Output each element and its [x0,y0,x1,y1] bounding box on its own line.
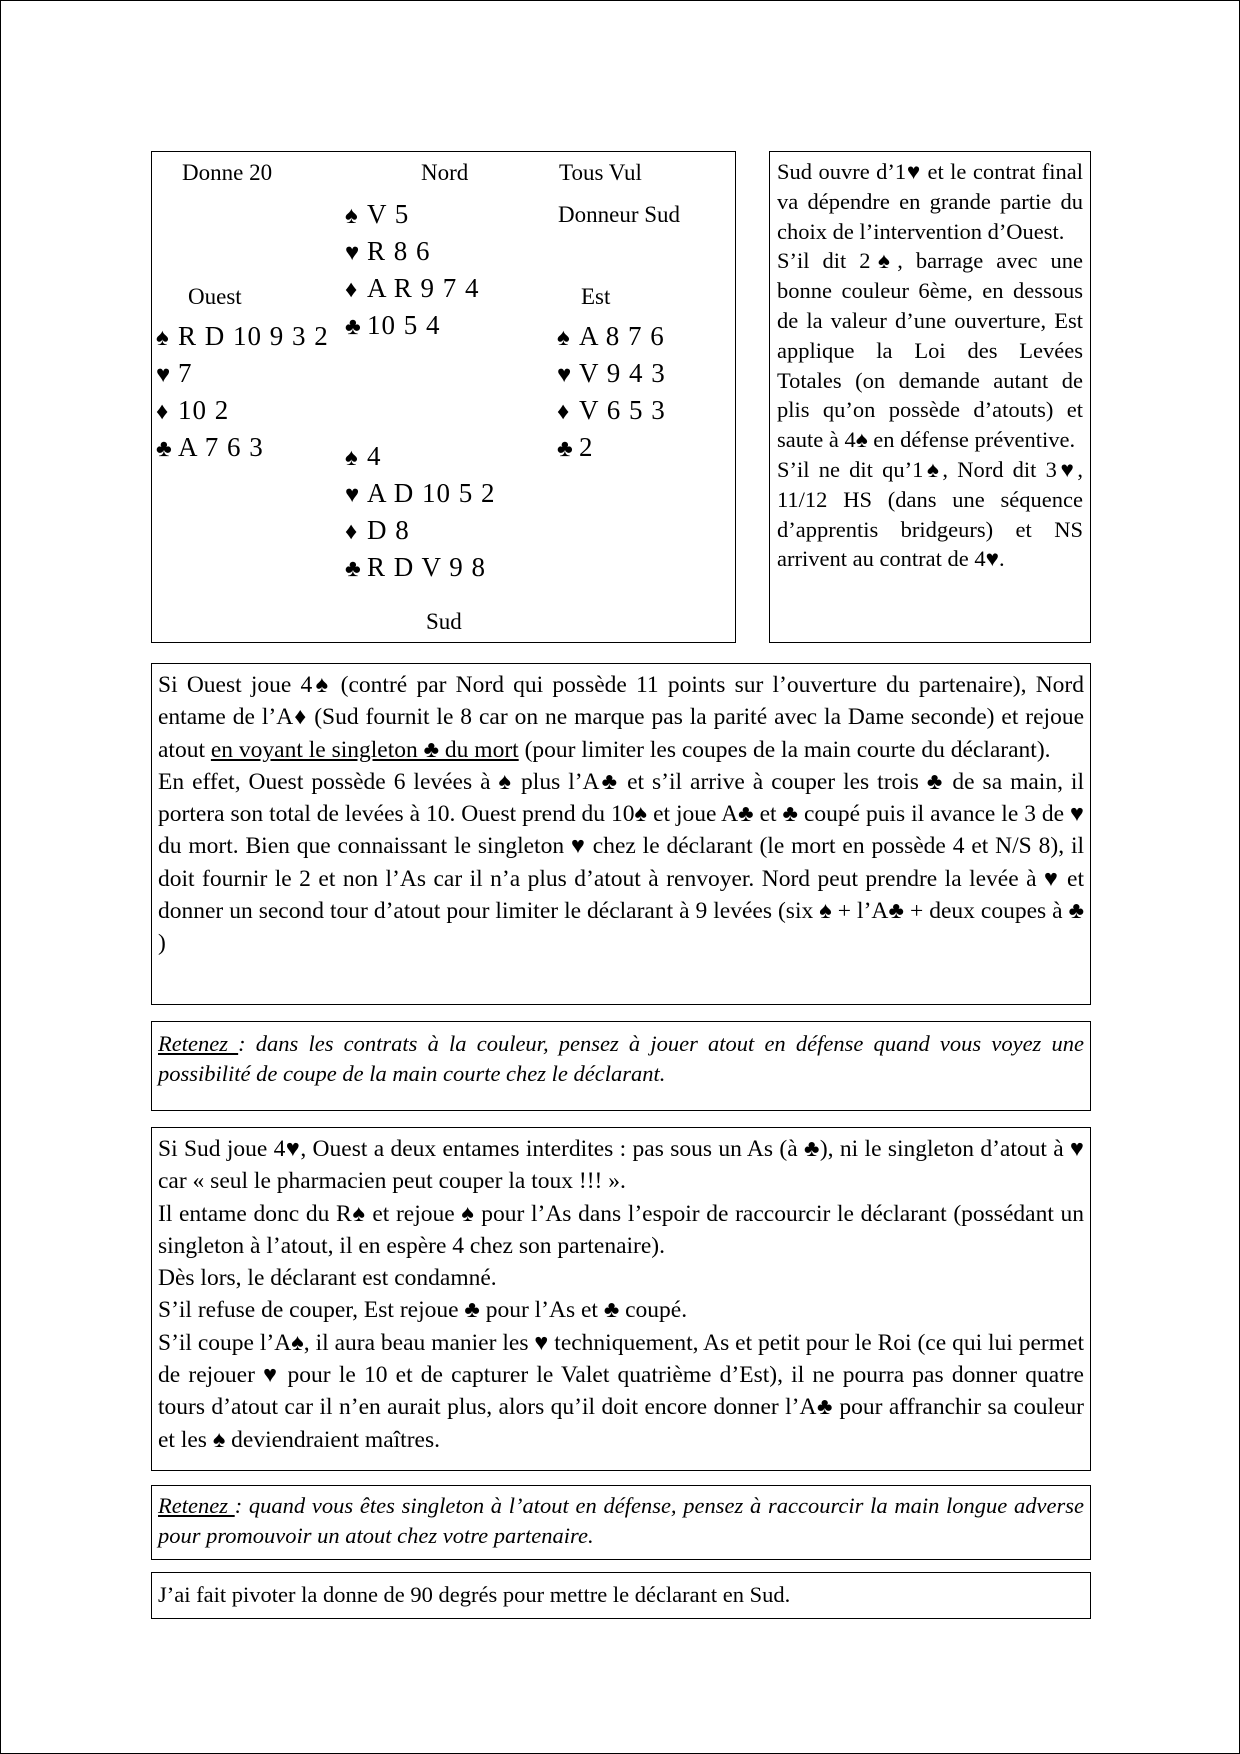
diamond-icon: ♦ [345,519,358,545]
diamond-icon: ♦ [345,277,358,303]
analysis-paragraph: Dès lors, le déclarant est condamné. [158,1265,497,1292]
north-hearts: ♥ R 8 6 [345,234,480,271]
east-spades: ♠ A 8 7 6 [557,319,666,356]
heart-icon: ♥ [156,362,171,388]
analysis-paragraph: Si Ouest joue 4♠ (contré par Nord qui possède 11 points sur l’ouverture du partenaire), Nord entame de l’A♦ (Sud fournit le 8 car on ne marque pas la parité avec la Dame seconde) et rejoue atout en voyant le singleton ♣ du mort (pour limiter les coupes de la main courte du déclarant). [158,672,1084,763]
west-spades: ♠ R D 10 9 3 2 [156,319,329,356]
retenez-text: Retenez : dans les contrats à la couleur, pensez à jouer atout en défense quand vous voyez une possibilité de coupe de la main courte chez le déclarant. [158,1031,1084,1086]
west-hearts: ♥ 7 [156,356,329,393]
spade-icon: ♠ [345,203,358,229]
retenez-label: Retenez [158,1493,235,1518]
west-clubs: ♣ A 7 6 3 [156,430,329,467]
retenez-text: Retenez : quand vous êtes singleton à l’atout en défense, pensez à raccourcir la main longue adverse pour promouvoir un atout chez votre partenaire. [158,1493,1084,1548]
east-hand [557,319,666,467]
club-icon: ♣ [345,314,361,340]
diamond-icon: ♦ [156,399,169,425]
club-icon: ♣ [156,436,172,462]
club-icon: ♣ [557,436,573,462]
west-diamonds: ♦ 10 2 [156,393,329,430]
heart-icon: ♥ [345,482,360,508]
south-hand [345,439,496,587]
spade-icon: ♠ [156,325,169,351]
dealer: Donneur Sud [558,202,681,227]
east-clubs: ♣ 2 [557,430,666,467]
north-clubs: ♣ 10 5 4 [345,308,480,345]
commentary-paragraph: S’il dit 2♠, barrage avec une bonne couleur 6ème, en dessous de la valeur d’une ouverture, Est applique la Loi des Levées Totales (on demande autant de plis qu’on possède d’atouts) et saute à 4♠ en défense préventive. [777,248,1083,453]
north-spades: ♠ V 5 [345,197,480,234]
underlined-text: en voyant le singleton ♣ du mort [210,736,519,763]
east-diamonds: ♦ V 6 5 3 [557,393,666,430]
west-label: Ouest [188,284,242,309]
east-hearts: ♥ V 9 4 3 [557,356,666,393]
diamond-icon: ♦ [557,399,570,425]
east-label: Est [581,284,611,309]
commentary-paragraph: Sud ouvre d’1♥ et le contrat final va dépendre en grande partie du choix de l’intervention d’Ouest. [777,159,1083,244]
south-hearts: ♥ A D 10 5 2 [345,476,496,513]
heart-icon: ♥ [557,362,572,388]
north-diamonds: ♦ A R 9 7 4 [345,271,480,308]
north-hand [345,197,480,345]
retenez-label: Retenez [158,1031,239,1056]
spade-icon: ♠ [557,325,570,351]
vulnerability: Tous Vul [559,160,642,185]
deal-diagram [151,151,736,643]
south-contract-analysis [151,1127,1091,1471]
analysis-paragraph: En effet, Ouest possède 6 levées à ♠ plus l’A♣ et s’il arrive à couper les trois ♣ de sa main, il portera son total de levées à 10. Ouest prend du 10♠ et joue A♣ et ♣ coupé puis il avance le 3 de ♥ du mort. Bien que connaissant le singleton ♥ chez le déclarant (le mort en possède 4 et N/S 8), il doit fournir le 2 et non l’As car il n’a plus d’atout à renvoyer. Nord peut prendre la levée à ♥ et donner un second tour d’atout pour limiter le déclarant à 9 levées (six ♠ + l’A♣ + deux coupes à ♣ ) [158,768,1084,957]
bidding-commentary [769,151,1091,643]
analysis-paragraph: Il entame donc du R♠ et rejoue ♠ pour l’As dans l’espoir de raccourcir le déclarant (possédant un singleton à l’atout, il en espère 4 chez son partenaire). [158,1200,1084,1259]
west-hand [156,319,329,467]
note-text: J’ai fait pivoter la donne de 90 degrés pour mettre le déclarant en Sud. [158,1582,791,1607]
retenez-box-2 [151,1485,1091,1560]
retenez-box-1 [151,1021,1091,1111]
club-icon: ♣ [345,556,361,582]
south-clubs: ♣ R D V 9 8 [345,550,496,587]
south-diamonds: ♦ D 8 [345,513,496,550]
analysis-paragraph: Si Sud joue 4♥, Ouest a deux entames interdites : pas sous un As (à ♣), ni le singleton d’atout à ♥ car « seul le pharmacien peut couper la toux !!! ». [158,1136,1084,1195]
west-contract-analysis [151,663,1091,1005]
spade-icon: ♠ [345,445,358,471]
commentary-paragraph: S’il ne dit qu’1♠, Nord dit 3♥, 11/12 HS (dans une séquence d’apprentis bridgeurs) et NS arrivent au contrat de 4♥. [777,456,1083,572]
analysis-paragraph: S’il refuse de couper, Est rejoue ♣ pour l’As et ♣ coupé. [158,1297,688,1324]
south-label: Sud [426,609,462,634]
rotation-note [151,1572,1091,1619]
north-label: Nord [421,160,469,185]
heart-icon: ♥ [345,240,360,266]
south-spades: ♠ 4 [345,439,496,476]
analysis-paragraph: S’il coupe l’A♠, il aura beau manier les ♥ techniquement, As et petit pour le Roi (ce qui lui permet de rejouer ♥ pour le 10 et de capturer le Valet quatrième d’Est), il ne pourra pas donner quatre tours d’atout car il n’en aurait plus, alors qu’il doit encore donner l’A♣ pour affranchir sa couleur et les ♠ deviendraient maîtres. [158,1329,1084,1453]
deal-number: Donne 20 [182,160,273,185]
